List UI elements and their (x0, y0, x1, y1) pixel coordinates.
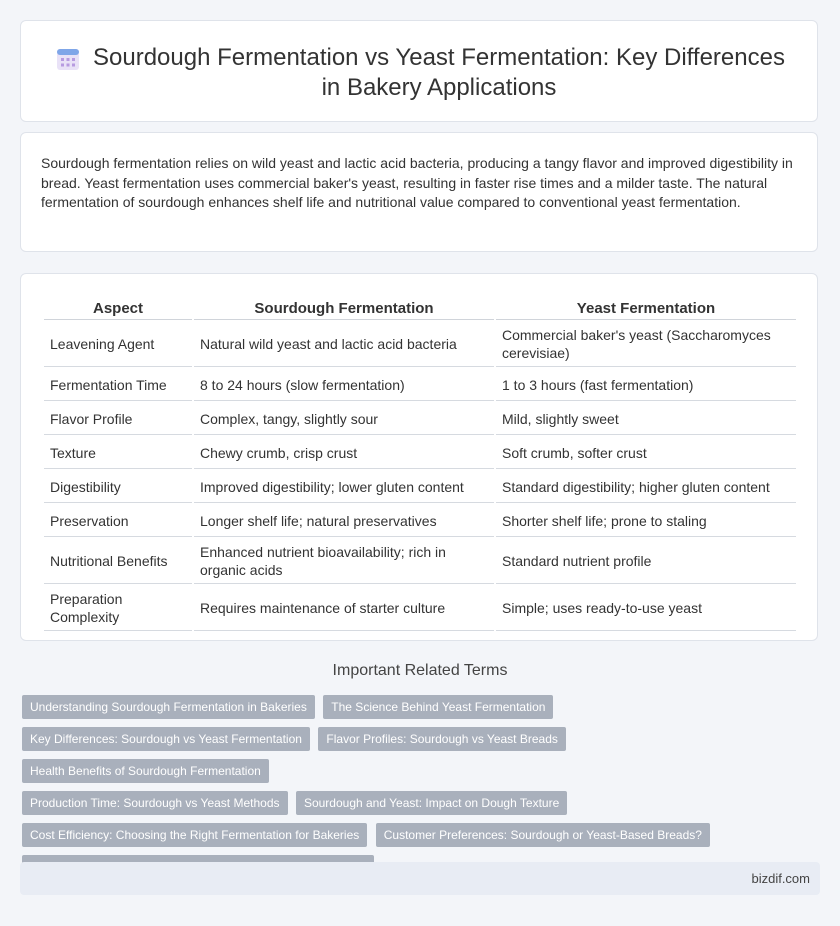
aspect-cell: Leavening Agent (44, 322, 192, 367)
sourdough-cell: Chewy crumb, crisp crust (194, 437, 494, 469)
related-term-link[interactable]: Understanding Sourdough Fermentation in Bakeries (22, 695, 315, 719)
intro-text: Sourdough fermentation relies on wild yeast and lactic acid bacteria, producing a tangy flavor and improved digestibility in bread. Yeast fermentation uses commercial baker's yeast, resulting in faster rise times and a milder taste. The natural fermentation of sourdough enhances shelf life and nutritional value compared to conventional yeast fermentation. (41, 155, 793, 210)
table-header-row (44, 296, 796, 320)
table-row (44, 505, 796, 537)
aspect-cell: Preparation Complexity (44, 586, 192, 631)
header-sourdough: Sourdough Fermentation (194, 296, 494, 320)
aspect-cell: Flavor Profile (44, 403, 192, 435)
sourdough-cell: Enhanced nutrient bioavailability; rich in organic acids (194, 539, 494, 584)
header-aspect: Aspect (44, 296, 192, 320)
yeast-cell: Shorter shelf life; prone to staling (496, 505, 796, 537)
related-terms-list (22, 695, 822, 887)
yeast-cell: Standard digestibility; higher gluten content (496, 471, 796, 503)
table-row (44, 437, 796, 469)
sourdough-cell: Requires maintenance of starter culture (194, 586, 494, 631)
aspect-cell: Fermentation Time (44, 369, 192, 401)
related-terms-title: Important Related Terms (332, 662, 508, 679)
table-row (44, 539, 796, 584)
aspect-cell: Preservation (44, 505, 192, 537)
title-card (20, 20, 818, 122)
sourdough-cell: 8 to 24 hours (slow fermentation) (194, 369, 494, 401)
related-term-link[interactable]: Health Benefits of Sourdough Fermentation (22, 759, 269, 783)
yeast-cell: Simple; uses ready-to-use yeast (496, 586, 796, 631)
aspect-cell: Digestibility (44, 471, 192, 503)
table-row (44, 403, 796, 435)
related-term-link[interactable]: Customer Preferences: Sourdough or Yeast-Based Breads? (376, 823, 710, 847)
related-term-link[interactable]: Cost Efficiency: Choosing the Right Fermentation for Bakeries (22, 823, 367, 847)
related-term-link[interactable]: Production Time: Sourdough vs Yeast Methods (22, 791, 288, 815)
yeast-cell: Commercial baker's yeast (Saccharomyces cerevisiae) (496, 322, 796, 367)
page-title: Sourdough Fermentation vs Yeast Fermentation: Key Differences in Bakery Applications (93, 44, 785, 101)
intro-card (20, 132, 818, 252)
related-term-link[interactable]: Sourdough and Yeast: Impact on Dough Texture (296, 791, 567, 815)
site-link[interactable]: bizdif.com (751, 871, 810, 886)
sourdough-cell: Natural wild yeast and lactic acid bacteria (194, 322, 494, 367)
header-yeast: Yeast Fermentation (496, 296, 796, 320)
table-row (44, 369, 796, 401)
yeast-cell: Soft crumb, softer crust (496, 437, 796, 469)
table-row (44, 322, 796, 367)
table-row (44, 471, 796, 503)
comparison-table (42, 294, 798, 633)
yeast-cell: Mild, slightly sweet (496, 403, 796, 435)
table-row (44, 586, 796, 631)
footer (20, 862, 820, 895)
sourdough-cell: Longer shelf life; natural preservatives (194, 505, 494, 537)
related-term-link[interactable]: The Science Behind Yeast Fermentation (323, 695, 553, 719)
yeast-cell: Standard nutrient profile (496, 539, 796, 584)
comparison-card (20, 273, 818, 641)
aspect-cell: Texture (44, 437, 192, 469)
sourdough-cell: Complex, tangy, slightly sour (194, 403, 494, 435)
yeast-cell: 1 to 3 hours (fast fermentation) (496, 369, 796, 401)
aspect-cell: Nutritional Benefits (44, 539, 192, 584)
related-term-link[interactable]: Key Differences: Sourdough vs Yeast Fermentation (22, 727, 310, 751)
sourdough-cell: Improved digestibility; lower gluten content (194, 471, 494, 503)
related-term-link[interactable]: Flavor Profiles: Sourdough vs Yeast Breads (318, 727, 565, 751)
